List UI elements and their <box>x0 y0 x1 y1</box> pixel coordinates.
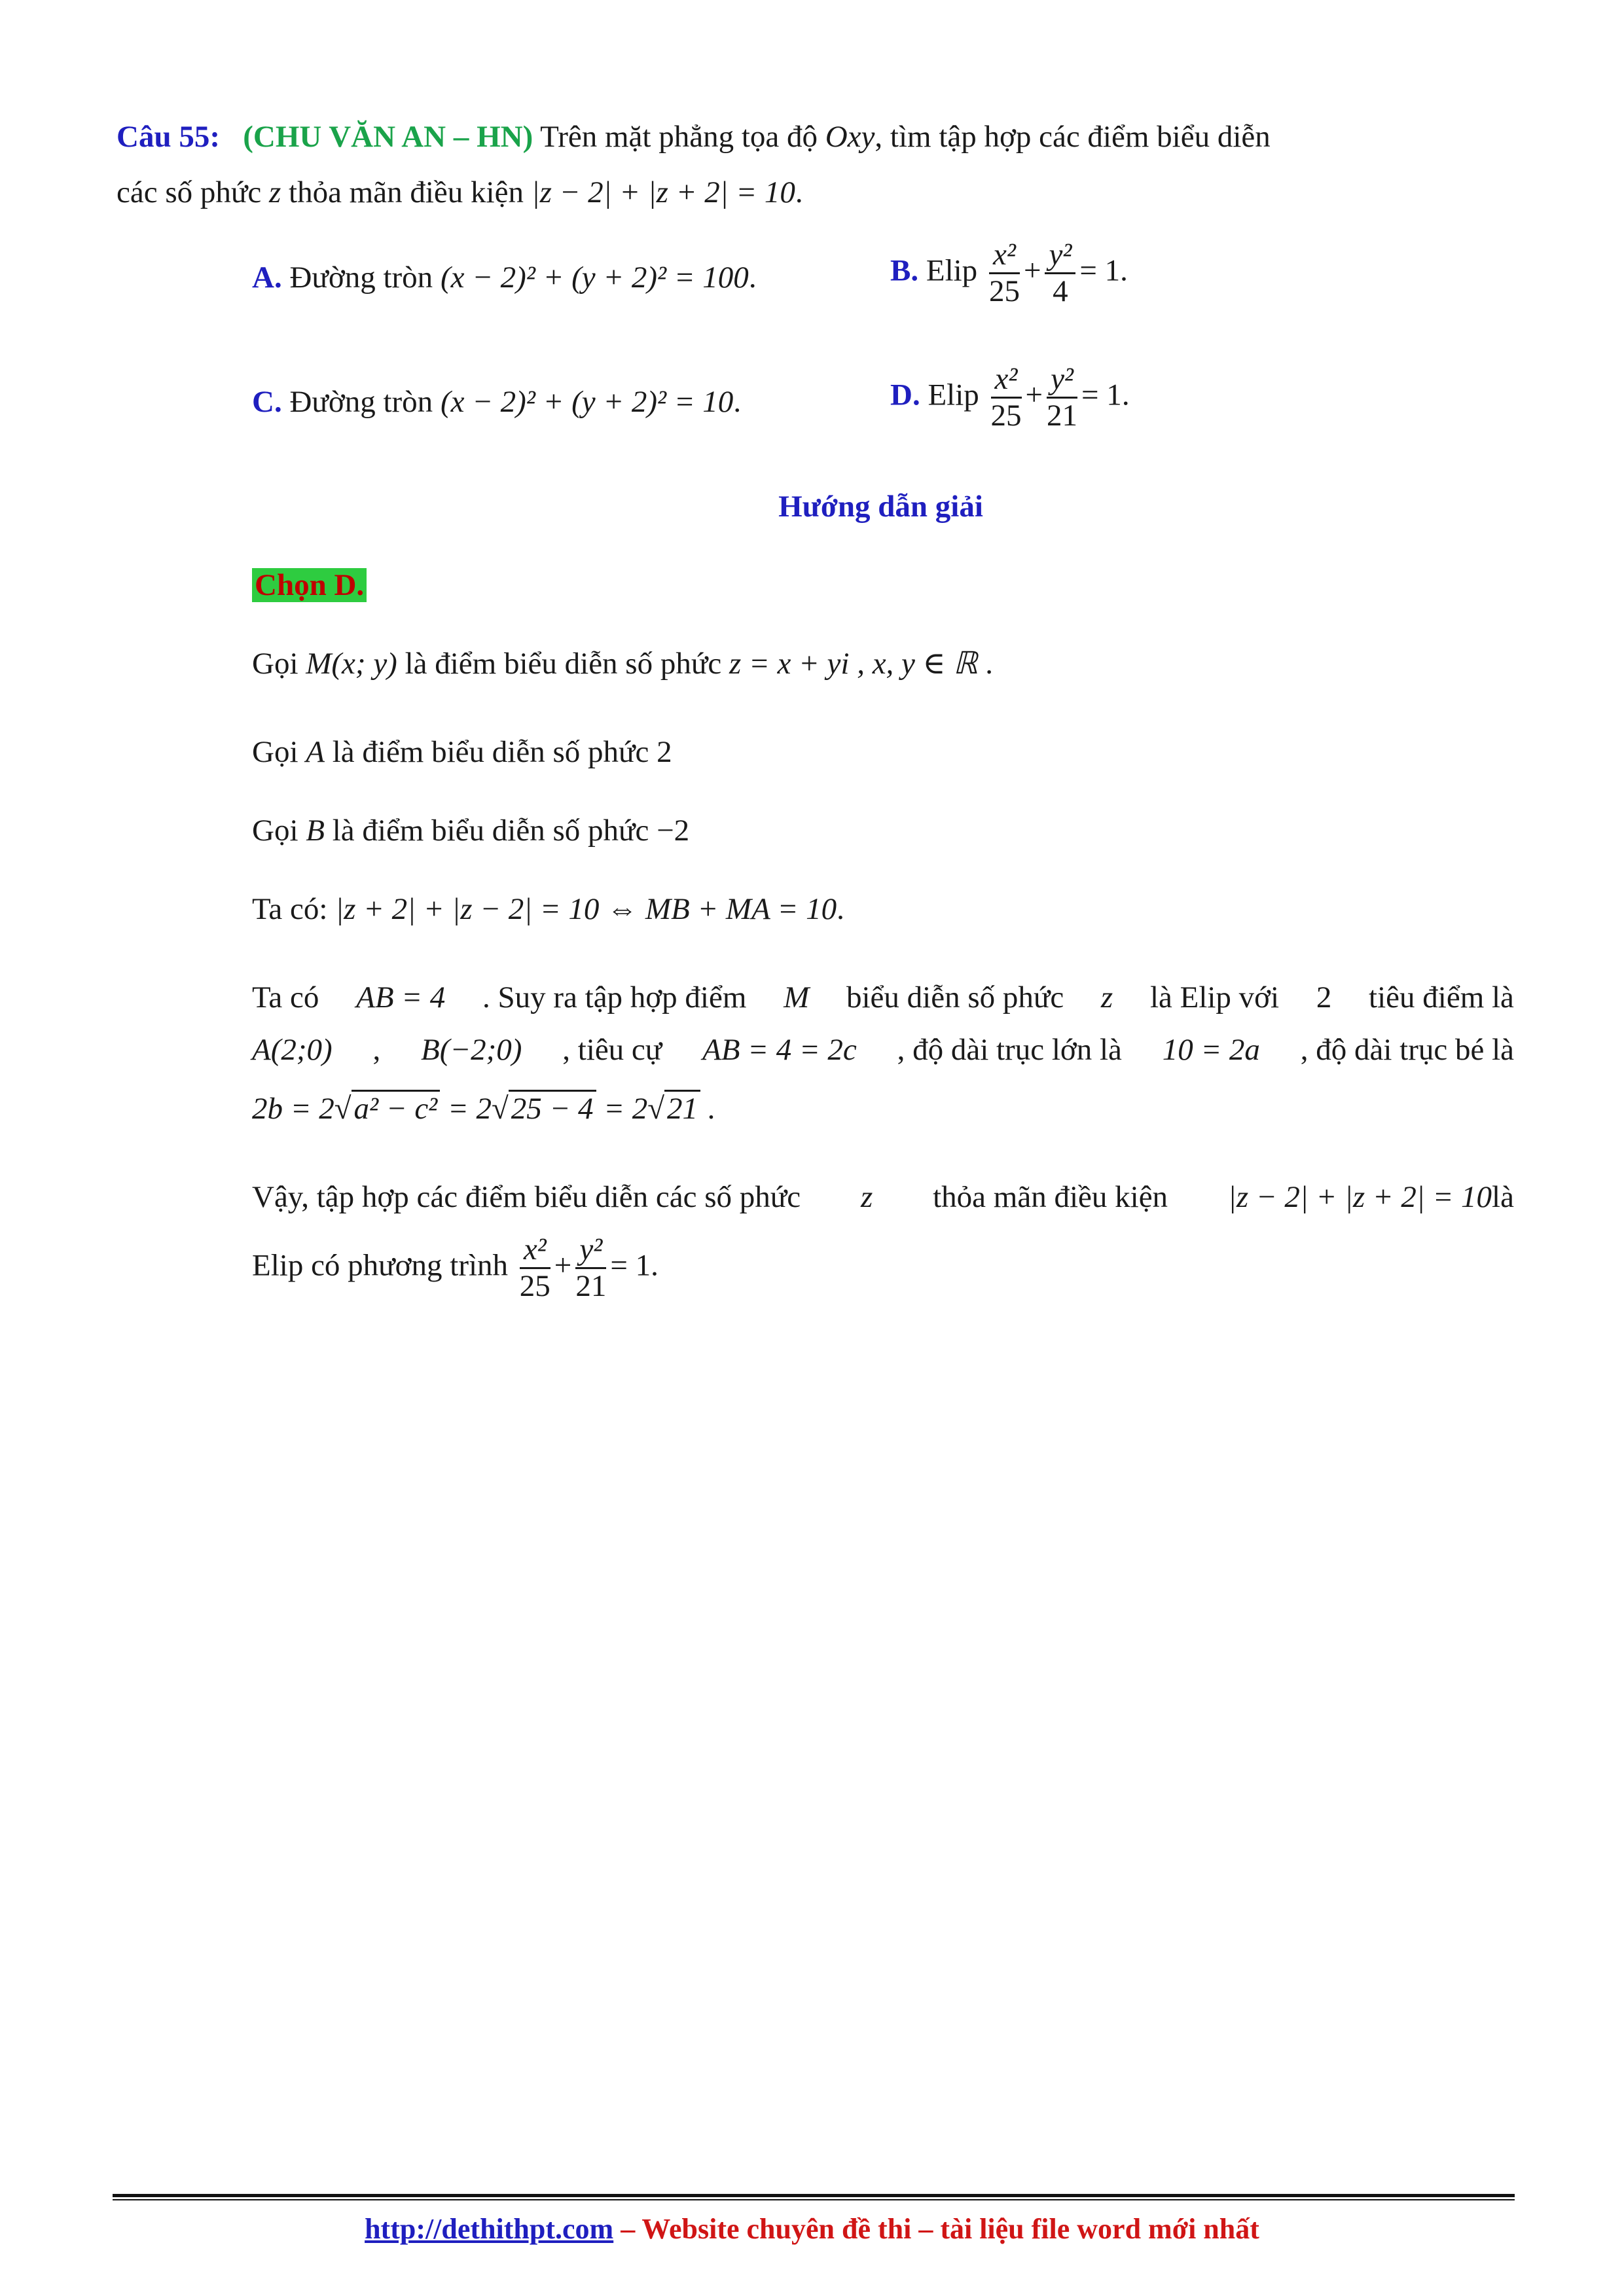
solution-line-2: Gọi A là điểm biểu diễn số phức 2 <box>252 735 672 769</box>
option-b-text: Elip <box>926 253 978 288</box>
solution-line-1: Gọi M(x; y) là điểm biểu diễn số phức z = x + yi , x, y ∈ ℝ . <box>252 647 993 681</box>
solution-line-5: Ta có AB = 4 . Suy ra tập hợp điểm M biểu diễn số phức z là Elip với 2 tiêu điểm là <box>252 980 1514 1014</box>
question-line-2 <box>117 173 803 212</box>
footer <box>0 2211 1624 2247</box>
solution-line-4: Ta có: |z + 2| + |z − 2| = 10 ⇔ MB + MA = 10. <box>252 892 844 926</box>
question-end: . <box>795 175 803 209</box>
option-d-frac-2: $\frac{\text{y²}}{21}$ <box>1047 362 1078 433</box>
question-text-2: , tìm tập hợp các điểm biểu diễn <box>875 120 1271 154</box>
footer-link[interactable]: http://dethithpt.com <box>365 2213 614 2245</box>
solution-heading: Hướng dẫn giải <box>778 490 983 524</box>
choice-highlight: Chọn D. <box>252 568 367 602</box>
solution-line-6: A(2;0) , B(−2;0) , tiêu cự AB = 4 = 2c , độ dài trục lớn là 10 = 2a , độ dài trục bé là <box>252 1033 1514 1067</box>
option-c-text: Đường tròn <box>289 385 433 419</box>
final-frac-2: $\frac{\text{y²}}{21}$ <box>575 1232 607 1304</box>
option-b-label: B. <box>890 253 919 288</box>
option-a-text: Đường tròn <box>289 260 433 295</box>
question-text-1: Trên mặt phẳng tọa độ <box>540 120 818 154</box>
question-number: Câu 55: <box>117 120 220 154</box>
final-frac-1: $\frac{\text{x²}}{25}$ <box>519 1232 550 1304</box>
option-a-math: (x − 2)² + (y + 2)² = 100 <box>440 260 749 295</box>
solution-line-9: Elip có phương trình $\frac{\text{x²}}{25}$ + $\frac{\text{y²}}{21}$ = 1. <box>252 1232 659 1304</box>
footer-rule-thin <box>113 2199 1515 2200</box>
question-source: (CHU VĂN AN – HN) <box>243 120 533 154</box>
option-a: A. Đường tròn (x − 2)² + (y + 2)² = 100. <box>252 260 757 295</box>
option-a-label: A. <box>252 260 282 295</box>
question-plane: Oxy <box>825 120 875 154</box>
solution-choice <box>252 566 367 605</box>
solution-line-8: Vậy, tập hợp các điểm biểu diễn các số phức z thỏa mãn điều kiện |z − 2| + |z + 2| = 10là <box>252 1180 1514 1214</box>
option-c: C. Đường tròn (x − 2)² + (y + 2)² = 10. <box>252 385 742 419</box>
option-b-frac-2: $\frac{\text{y²}}{4}$ <box>1045 239 1075 308</box>
option-d-frac-1: $\frac{\text{x²}}{25}$ <box>990 362 1022 433</box>
question-var: z <box>268 175 281 209</box>
question-line-1 <box>117 118 1514 156</box>
solution-line-7: 2b = 2√a² − c² = 2√25 − 4 = 2√21 . <box>252 1090 716 1128</box>
footer-rule-thick <box>113 2194 1515 2197</box>
option-c-math: (x − 2)² + (y + 2)² = 10 <box>440 385 734 419</box>
option-c-label: C. <box>252 385 282 419</box>
question-text-3: các số phức <box>117 175 262 209</box>
question-condition: |z − 2| + |z + 2| = 10 <box>531 175 795 209</box>
question-text-4: thỏa mãn điều kiện <box>289 175 524 209</box>
solution-line-3: Gọi B là điểm biểu diễn số phức −2 <box>252 814 690 848</box>
option-d-rhs: = 1 <box>1081 378 1122 412</box>
option-d-label: D. <box>890 378 920 412</box>
option-b-frac-1: $\frac{\text{x²}}{25}$ <box>988 238 1020 309</box>
footer-text: – Website chuyên đề thi – tài liệu file word mới nhất <box>613 2213 1259 2245</box>
option-d: D. Elip $\frac{\text{x²}}{25}$ + $\frac{\text{y²}}{21}$ = 1. <box>890 362 1130 433</box>
option-d-text: Elip <box>928 378 979 412</box>
option-b-rhs: = 1 <box>1079 253 1121 288</box>
option-b: B. Elip $\frac{\text{x²}}{25}$ + $\frac{\text{y²}}{4}$ = 1. <box>890 238 1128 309</box>
